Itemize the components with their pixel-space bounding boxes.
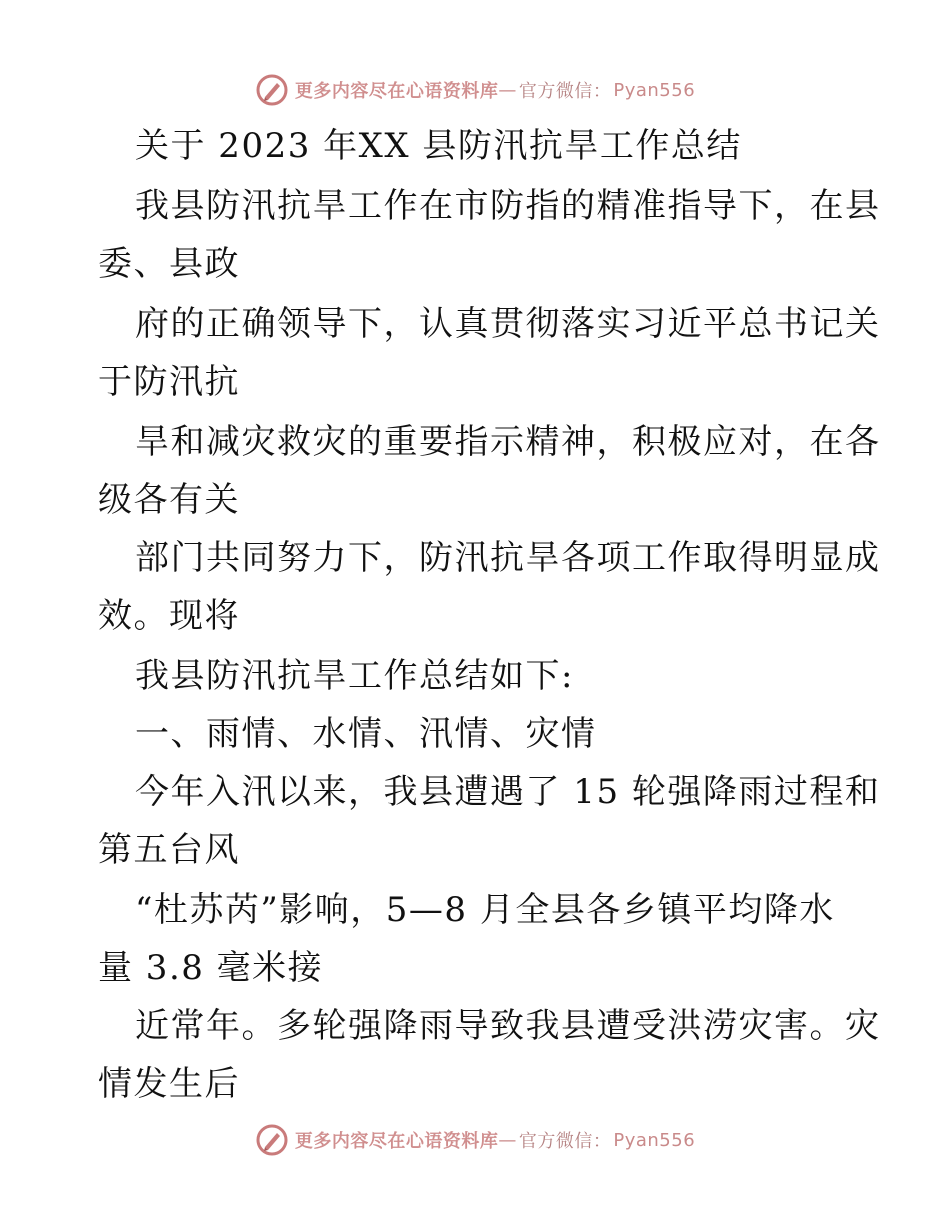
paragraph-line: 近常年。多轮强降雨导致我县遭受洪涝灾害。灾	[135, 1006, 881, 1046]
paragraph-line: 量 3.8 毫米接	[98, 948, 324, 988]
paragraph-line: 级各有关	[98, 480, 240, 520]
watermark-main-text: 更多内容尽在心语资料库	[294, 1131, 499, 1152]
footer-watermark	[0, 1120, 950, 1160]
paragraph-line: 委、县政	[98, 244, 240, 284]
header-watermark	[0, 70, 950, 110]
paragraph-line: 部门共同努力下，防汛抗旱各项工作取得明显成	[135, 538, 881, 578]
paragraph-line: 第五台风	[98, 830, 240, 870]
watermark-wechat-id: Pyan556	[613, 1129, 696, 1151]
section-heading: 一、雨情、水情、汛情、灾情	[135, 714, 597, 754]
paragraph-line: 旱和减灾救灾的重要指示精神，积极应对，在各	[135, 422, 881, 462]
paragraph-line: 今年入汛以来，我县遭遇了 15 轮强降雨过程和	[135, 772, 881, 812]
watermark-sub-text: 官方微信：	[518, 1131, 612, 1152]
pen-logo-icon	[255, 73, 289, 107]
paragraph-line: 效。现将	[98, 596, 240, 636]
pen-logo-icon	[255, 1123, 289, 1157]
document-title: 关于 2023 年XX 县防汛抗旱工作总结	[135, 126, 742, 166]
watermark-wechat-id: Pyan556	[613, 79, 696, 101]
paragraph-line: 于防汛抗	[98, 362, 240, 402]
paragraph-line: 我县防汛抗旱工作总结如下:	[135, 656, 574, 696]
watermark-sub-text: 官方微信：	[518, 81, 612, 102]
paragraph-line: 府的正确领导下，认真贯彻落实习近平总书记关	[135, 304, 881, 344]
watermark-main-text: 更多内容尽在心语资料库	[294, 81, 499, 102]
paragraph-line: “杜苏芮”影响，5—8 月全县各乡镇平均降水	[135, 890, 835, 930]
paragraph-line: 情发生后	[98, 1064, 240, 1104]
watermark-separator: —	[498, 1129, 517, 1151]
paragraph-line: 我县防汛抗旱工作在市防指的精准指导下，在县	[135, 186, 881, 226]
watermark-separator: —	[498, 79, 517, 101]
